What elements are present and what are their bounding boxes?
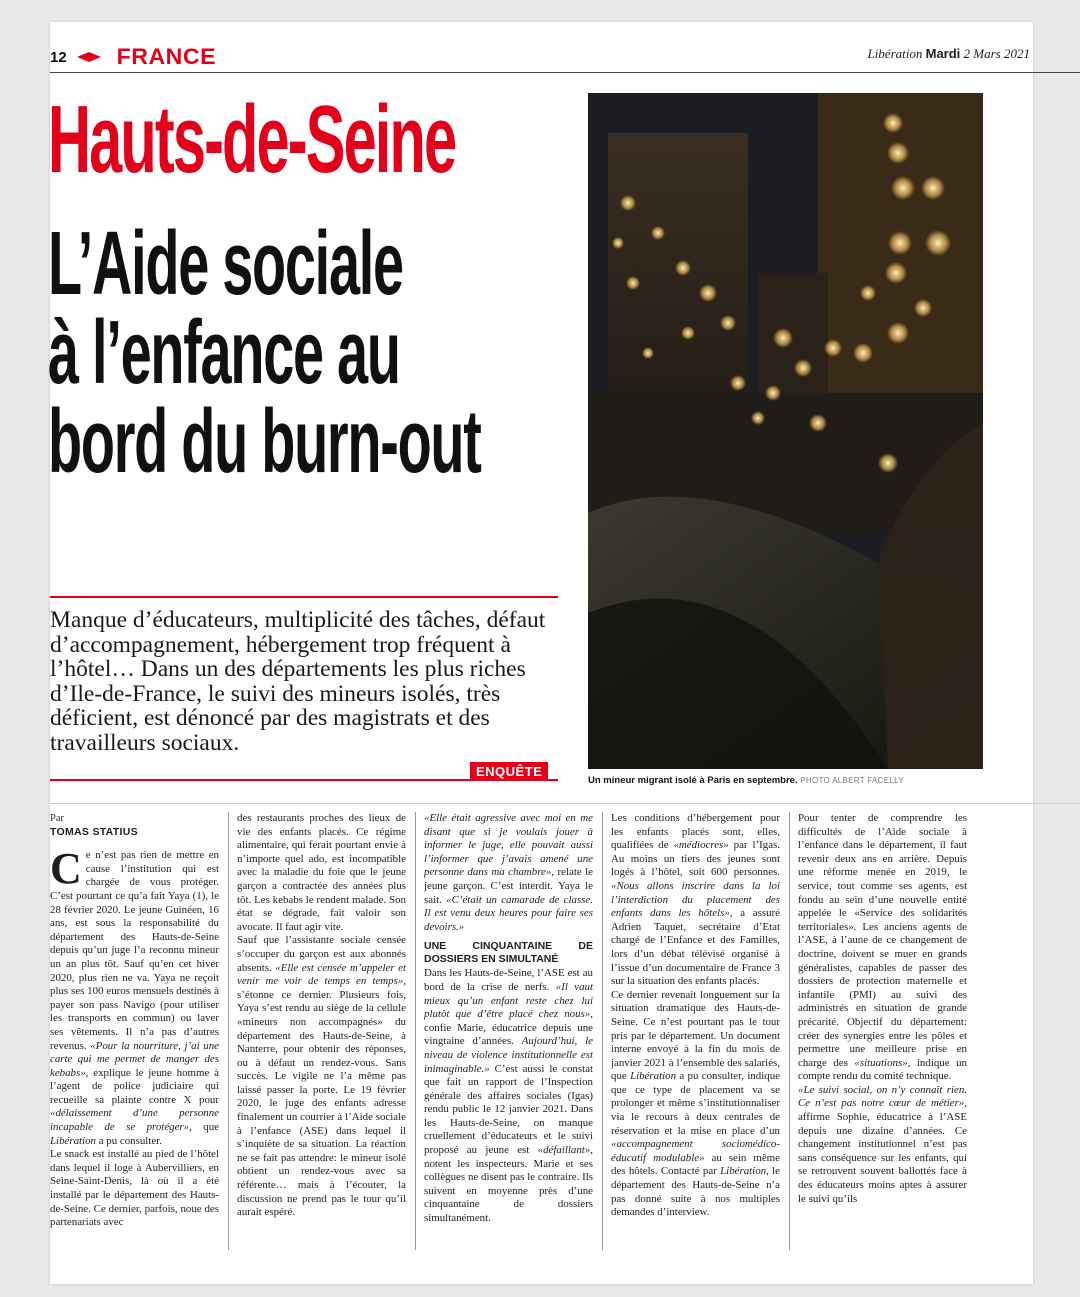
standfirst-top-rule: [50, 596, 558, 598]
publication-name: Libération: [867, 46, 923, 61]
column-5: [798, 812, 967, 1250]
paragraph: des restaurants proches des lieux de vie des enfants placés. Ce régime alimentaire, qui ferait pourtant envie à n’importe quel ado, est incompatible avec la maladie du foie que le jeune garçon a contractée des années plus tôt. Les kebabs le rendent malade. Son état se dégrade, fait valoir son avocate. Il faut agir vite.: [237, 812, 406, 933]
column-divider: [415, 812, 416, 1250]
paragraph: «Elle était agressive avec moi en me disant que si je voulais jouer à informer le juge, elle pouvait aussi l’informer que j’avais amené une personne dans ma chambre», relate le jeune garçon. C’est interdit. Yaya le sait. «C’était un camarade de classe. Il est venu deux heures pour faire ses devoirs.»: [424, 812, 593, 933]
night-city-photo: [588, 93, 983, 769]
paragraph: Le snack est installé au pied de l’hôtel dans lequel il loge à Aubervilliers, en Seine-Saint-Denis, là où il a été installé par le département des Hauts-de-Seine. Ce dernier, parfois, noue des partenariats avec: [50, 1148, 219, 1229]
enquete-tag: ENQUÊTE: [470, 762, 548, 781]
byline-author: TOMAS STATIUS: [50, 825, 138, 838]
masthead: [867, 46, 1030, 62]
left-arrow-icon: [77, 52, 89, 62]
article-photo: [588, 93, 983, 769]
page-number: 12: [50, 48, 67, 66]
photo-caption: [588, 775, 983, 786]
article-kicker: Hauts-de-Seine: [48, 86, 456, 193]
column-divider: [602, 812, 603, 1250]
paragraph: Pour tenter de comprendre les difficultés de l’Aide sociale à l’enfance dans le département, il faut revenir deux ans en arrière. Depuis une réforme menée en 2019, le service, tout comme ses agents, est fondu au sein d’une nouvelle entité appelée le «Service des solidarités territoriales». Les anciens agents de l’ASE, à l’aune de ce changement de doctrine, doivent se muer en grands généralistes, capables de passer des dossiers de protection maternelle et infantile (PMI) au suivi des administrés en situation de grande précarité. Objectif du département: créer des synergies entre les pôles et permettre une meilleure prise en charge des «situations», indique un compte rendu du comité technique.: [798, 812, 967, 1083]
column-1: [50, 812, 219, 1250]
header-rule: [50, 72, 1080, 73]
section-label: FRANCE: [116, 44, 216, 69]
drop-cap: C: [50, 844, 82, 894]
article-body: [50, 812, 983, 1252]
headline-line: à l’enfance au: [48, 303, 400, 403]
column-divider: [228, 812, 229, 1250]
paragraph: Ce dernier revenait longuement sur la situation dramatique des Hauts-de-Seine. Ce n’est pourtant pas le tour pris par le département. Un document interne envoyé à la fin du mois de janvier 2021 à l’ensemble des salariés, que Libération a pu consulter, indique que ce type de placement va se prolonger et même s’institutionnaliser via le recours à deux centrales de réservation et la mise en place d’un «accompagnement sociomédico-éducatif modulable» au sein même des hôtels. Contacté par Libération, le département des Hauts-de-Seine n’a pas donné suite à nos multiples demandes d’interview.: [611, 988, 780, 1219]
caption-text: Un mineur migrant isolé à Paris en septembre.: [588, 775, 798, 786]
column-divider: [789, 812, 790, 1250]
paragraph: Dans les Hauts-de-Seine, l’ASE est au bord de la crise de nerfs. «Il vaut mieux qu’un enfant reste chez lui plutôt que d’être placé chez nous», confie Marie, éducatrice depuis une vingtaine d’années. Aujourd’hui, le niveau de violence institutionnelle est inimaginable.» C’est aussi le constat que fait un rapport de l’Inspection générale des affaires sociales (Igas) rendu public le 12 janvier 2021. Dans les Hauts-de-Seine, on manque cruellement d’éducateurs et le suivi proposé au jeune est «défaillant», notent les inspecteurs. Marie et ses collègues ne disent pas le contraire. Ils suivent en moyenne près d’une cinquantaine de dossiers simultanément.: [424, 967, 593, 1225]
article-standfirst: Manque d’éducateurs, multiplicité des tâches, défaut d’accompagnement, hébergement trop fréquent à l’hôtel… Dans un des départements les plus riches d’Ile-de-France, le suivi des mineurs isolés, très déficient, est dénoncé par des magistrats et des travailleurs sociaux.: [50, 607, 546, 756]
byline-prefix: Par: [50, 813, 64, 824]
page-folio: [50, 44, 216, 70]
issue-day: Mardi: [925, 46, 961, 61]
column-2: [237, 812, 406, 1250]
headline-line: bord du burn-out: [48, 392, 481, 492]
column-3: [424, 812, 593, 1250]
issue-date: 2 Mars 2021: [963, 46, 1030, 61]
paragraph: Ce n’est pas rien de mettre en cause l’institution qui est chargée de vous protéger. C’est pourtant ce qu’a fait Yaya (1), le 28 février 2020. Le jeune Guinéen, 16 ans, est sous la responsabilité du département des Hauts-de-Seine depuis qu’un juge l’a reconnu mineur un an plus tôt. Sauf qu’en cet hiver 2020, plus rien ne va. Yaya ne reçoit plus ses 100 euros mensuels destinés à payer son pass Navigo (pour utiliser les transports en commun) ou laver ses vêtements. Il n’a pas d’autres revenus. «Pour la nourriture, j’ai une carte qui me permet de manger des kebabs», explique le jeune homme à l’agent de police judiciaire qui recueille sa plainte contre X pour «délaissement d’une personne incapable de se protéger», que Libération a pu consulter.: [50, 844, 219, 1147]
photo-credit: PHOTO ALBERT FACELLY: [800, 776, 904, 785]
article-headline: [48, 214, 581, 492]
headline-line: L’Aide sociale: [48, 214, 403, 314]
paragraph: Les conditions d’hébergement pour les enfants placés sont, elles, qualifiées de «médiocres» par l’Igas. Au moins un tiers des jeunes sont logés à l’hôtel, soit 600 personnes. «Nous allons inscrire dans la loi l’interdiction du placement des enfants dans les hôtels», a assuré Adrien Taquet, secrétaire d’Etat chargé de l’Enfance et des Familles, lors d’un débat télévisé organisé à l’issue d’un documentaire de France 3 sur la situation des enfants placés.: [611, 812, 780, 988]
paragraph: «Le suivi social, on n’y connaît rien. Ce n’est pas notre cœur de métier», affirme Sophie, éducatrice à l’ASE depuis une dizaine d’années. Ce changement institutionnel n’est pas sans conséquence sur les enfants, qui se retrouvent souvent ballottés face à des éducateurs moins aptes à assurer le suivi qu’ils: [798, 1083, 967, 1205]
subheading: UNE CINQUANTAINE DE DOSSIERS EN SIMULTANÉ: [424, 940, 593, 965]
paragraph: Sauf que l’assistante sociale censée s’occuper du garçon est aux abonnés absents. «Elle est censée m’appeler et venir me voir de temps en temps», s’étonne ce dernier. Plusieurs fois, Yaya s’est rendu au siège de la cellule «mineurs non accompagnés» du département des Hauts-de-Seine, à Nanterre, pour obtenir des réponses, ou à défaut un rendez-vous. Sans succès. Le vigile ne l’a même pas laissé passer la porte. Le 19 février 2020, le juge des enfants adresse finalement un courrier à l’Aide sociale à l’enfance (ASE) dans lequel il s’inquiète de sa situation. La réaction ne se fait pas attendre: le mineur isolé obtient un rendez-vous avec sa référente… mais à l’écouter, la discussion ne prend pas le tour qu’il aurait espéré.: [237, 934, 406, 1219]
body-rule: [50, 803, 1080, 804]
column-4: [611, 812, 780, 1250]
right-arrow-icon: [89, 52, 101, 62]
